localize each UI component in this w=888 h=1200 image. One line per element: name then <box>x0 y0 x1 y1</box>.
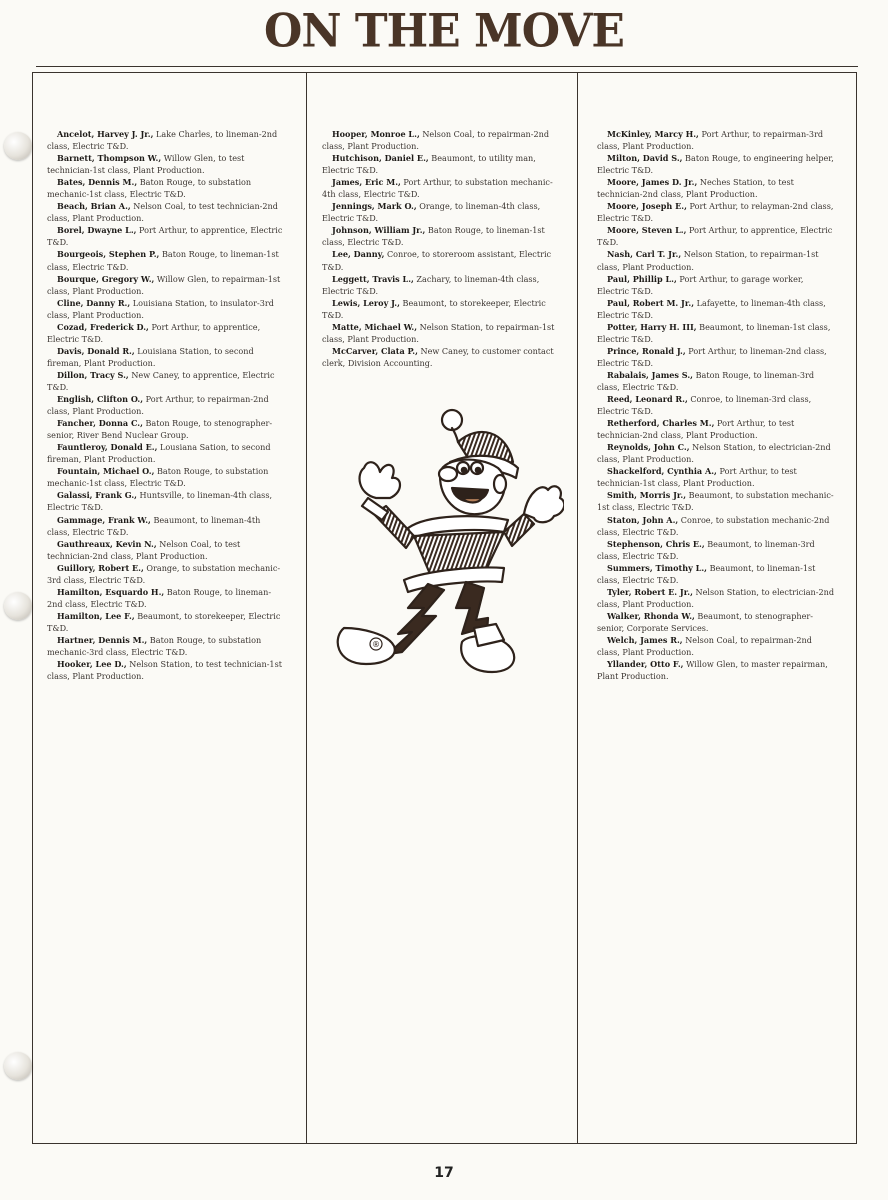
personnel-entry <box>597 538 835 562</box>
move-details: Beaumont, to utility man, Electric T&D. <box>322 153 536 176</box>
binder-hole-middle <box>4 592 32 620</box>
employee-name: Hartner, Dennis M., <box>57 634 148 645</box>
employee-name: Bourgeois, Stephen P., <box>57 249 160 260</box>
personnel-entry <box>597 586 835 610</box>
move-details: Port Arthur, to repairman-2nd class, Plant Production. <box>47 394 269 417</box>
employee-name: Tyler, Robert E. Jr., <box>607 586 693 597</box>
move-details: Baton Rouge, to lineman-1st class, Electric T&D. <box>322 225 545 248</box>
personnel-entry <box>47 538 285 562</box>
personnel-entry <box>322 321 560 345</box>
employee-name: Retherford, Charles M., <box>607 418 715 429</box>
employee-name: Galassi, Frank G., <box>57 490 137 501</box>
employee-name: Lewis, Leroy J., <box>332 297 400 308</box>
personnel-entry <box>47 658 285 682</box>
employee-name: Welch, James R., <box>607 634 683 645</box>
personnel-entry <box>597 200 835 224</box>
employee-name: Paul, Phillip L., <box>607 273 677 284</box>
personnel-entry <box>322 224 560 248</box>
move-details: Conroe, to substation mechanic-2nd class, Electric T&D. <box>597 514 830 537</box>
move-details: Port Arthur, to lineman-2nd class, Electric T&D. <box>597 345 827 368</box>
personnel-entry <box>597 273 835 297</box>
move-details: Baton Rouge, to engineering helper, Electric T&D. <box>597 153 834 176</box>
personnel-entry <box>597 514 835 538</box>
employee-name: Fauntleroy, Donald E., <box>57 442 158 453</box>
column-left <box>47 128 285 682</box>
employee-name: Bates, Dennis M., <box>57 177 138 188</box>
move-details: Conroe, to storeroom assistant, Electric T&D. <box>322 249 552 272</box>
personnel-entry <box>47 562 285 586</box>
move-details: Baton Rouge, to lineman-3rd class, Electric T&D. <box>597 369 815 392</box>
personnel-entry <box>597 224 835 248</box>
personnel-entry <box>597 176 835 200</box>
personnel-entry <box>322 176 560 200</box>
move-details: Willow Glen, to repairman-1st class, Plant Production. <box>47 273 281 296</box>
move-details: Nelson Coal, to test technician-2nd class, Plant Production. <box>47 201 278 224</box>
employee-name: Moore, Steven L., <box>607 225 687 236</box>
column-middle <box>322 128 560 369</box>
move-details: Baton Rouge, to lineman-2nd class, Electric T&D. <box>47 586 272 609</box>
move-details: Neches Station, to test technician-2nd class, Plant Production. <box>597 177 794 200</box>
employee-name: Jennings, Mark O., <box>332 201 417 212</box>
personnel-entry <box>597 369 835 393</box>
move-details: Baton Rouge, to lineman-1st class, Electric T&D. <box>47 249 279 272</box>
move-details: Beaumont, to lineman-1st class, Electric T&D. <box>597 562 816 585</box>
employee-name: Beach, Brian A., <box>57 201 131 212</box>
personnel-entry <box>597 562 835 586</box>
move-details: Willow Glen, to test technician-1st class, Plant Production. <box>47 153 245 176</box>
personnel-entry <box>47 176 285 200</box>
personnel-entry <box>322 128 560 152</box>
employee-name: Lee, Danny, <box>332 249 385 260</box>
personnel-entry <box>597 465 835 489</box>
move-details: Orange, to lineman-4th class, Electric T&D. <box>322 201 541 224</box>
reddy-kilowatt-santa-icon <box>328 402 564 682</box>
employee-name: Rabalais, James S., <box>607 369 693 380</box>
employee-name: McKinley, Marcy H., <box>607 129 699 139</box>
employee-name: Matte, Michael W., <box>332 321 418 332</box>
move-details: Port Arthur, to substation mechanic-4th class, Electric T&D. <box>322 177 553 200</box>
move-details: New Caney, to apprentice, Electric T&D. <box>47 369 275 392</box>
move-details: Willow Glen, to master repairman, Plant Production. <box>597 659 828 682</box>
move-details: Port Arthur, to apprentice, Electric T&D. <box>47 321 261 344</box>
personnel-entry <box>322 345 560 369</box>
registered-mark: ® <box>372 640 380 649</box>
personnel-entry <box>322 152 560 176</box>
employee-name: Shackelford, Cynthia A., <box>607 466 717 477</box>
column-right <box>597 128 835 682</box>
employee-name: English, Clifton O., <box>57 394 144 405</box>
personnel-entry <box>47 489 285 513</box>
personnel-entry <box>597 248 835 272</box>
employee-name: Nash, Carl T. Jr., <box>607 249 682 260</box>
personnel-entry <box>322 248 560 272</box>
employee-name: Fountain, Michael O., <box>57 466 155 477</box>
move-details: Louisiana Station, to insulator-3rd class, Plant Production. <box>47 297 274 320</box>
employee-name: Leggett, Travis L., <box>332 273 414 284</box>
employee-name: Stephenson, Chris E., <box>607 538 705 549</box>
column-divider-right <box>577 72 578 1144</box>
employee-name: Summers, Timothy L., <box>607 562 707 573</box>
move-details: Lousiana Sation, to second fireman, Plant Production. <box>47 442 271 465</box>
employee-name: Hooper, Monroe L., <box>332 129 420 139</box>
move-details: Nelson Station, to repairman-1st class, Plant Production. <box>597 249 819 272</box>
employee-name: Hamilton, Esquardo H., <box>57 586 165 597</box>
personnel-entry <box>597 152 835 176</box>
personnel-entry <box>47 224 285 248</box>
personnel-entry <box>47 441 285 465</box>
employee-name: James, Eric M., <box>332 177 401 188</box>
employee-name: Borel, Dwayne L., <box>57 225 137 236</box>
employee-name: Dillon, Tracy S., <box>57 369 129 380</box>
personnel-entry <box>597 128 835 152</box>
move-details: Port Arthur, to test technician-1st class, Plant Production. <box>597 466 797 489</box>
move-details: Baton Rouge, to stenographer-senior, River Bend Nuclear Group. <box>47 418 273 441</box>
employee-name: Yllander, Otto F., <box>607 659 684 670</box>
move-details: Port Arthur, to garage worker, Electric T&D. <box>597 273 804 296</box>
move-details: Beaumont, to storekeeper, Electric T&D. <box>47 610 281 633</box>
personnel-entry <box>597 393 835 417</box>
personnel-entry <box>597 658 835 682</box>
personnel-entry <box>322 273 560 297</box>
move-details: Conroe, to lineman-3rd class, Electric T&D. <box>597 394 812 417</box>
move-details: Nelson Station, to test technician-1st class, Plant Production. <box>47 659 282 682</box>
binder-hole-top <box>4 132 32 160</box>
employee-name: Fancher, Donna C., <box>57 418 143 429</box>
personnel-entry <box>47 321 285 345</box>
move-details: Beaumont, to lineman-3rd class, Electric T&D. <box>597 538 815 561</box>
personnel-entry <box>47 248 285 272</box>
employee-name: Johnson, William Jr., <box>332 225 426 236</box>
employee-name: Cline, Danny R., <box>57 297 131 308</box>
employee-name: Barnett, Thompson W., <box>57 153 162 164</box>
title-rule <box>36 66 858 67</box>
move-details: Beaumont, to lineman-1st class, Electric T&D. <box>597 321 831 344</box>
personnel-entry <box>322 297 560 321</box>
personnel-entry <box>597 634 835 658</box>
personnel-entry <box>47 393 285 417</box>
move-details: New Caney, to customer contact clerk, Division Accounting. <box>322 345 554 368</box>
move-details: Beaumont, to storekeeper, Electric T&D. <box>322 297 546 320</box>
move-details: Nelson Station, to electrician-2nd class, Plant Production. <box>597 442 831 465</box>
employee-name: Potter, Harry H. III, <box>607 321 697 332</box>
move-details: Port Arthur, to apprentice, Electric T&D. <box>597 225 833 248</box>
employee-name: Milton, David S., <box>607 153 683 164</box>
personnel-entry <box>47 297 285 321</box>
move-details: Port Arthur, to apprentice, Electric T&D. <box>47 225 283 248</box>
employee-name: Smith, Morris Jr., <box>607 490 687 501</box>
personnel-entry <box>597 321 835 345</box>
page-title: ON THE MOVE <box>264 4 624 59</box>
personnel-entry <box>47 634 285 658</box>
employee-name: Walker, Rhonda W., <box>607 610 695 621</box>
employee-name: Reed, Leonard R., <box>607 394 688 405</box>
move-details: Beaumont, to lineman-4th class, Electric T&D. <box>47 514 261 537</box>
move-details: Beaumont, to stenographer-senior, Corporate Services. <box>597 610 814 633</box>
personnel-entry <box>47 345 285 369</box>
employee-name: Gauthreaux, Kevin N., <box>57 538 157 549</box>
employee-name: Prince, Ronald J., <box>607 345 686 356</box>
move-details: Nelson Station, to electrician-2nd class, Plant Production. <box>597 586 835 609</box>
move-details: Port Arthur, to relayman-2nd class, Electric T&D. <box>597 201 834 224</box>
employee-name: Reynolds, John C., <box>607 442 690 453</box>
move-details: Nelson Coal, to test technician-2nd class, Plant Production. <box>47 538 241 561</box>
employee-name: Moore, Joseph E., <box>607 201 687 212</box>
employee-name: Hooker, Lee D., <box>57 659 127 670</box>
binder-hole-bottom <box>4 1052 32 1080</box>
personnel-entry <box>47 417 285 441</box>
move-details: Port Arthur, to test technician-2nd class, Plant Production. <box>597 418 795 441</box>
personnel-entry <box>597 489 835 513</box>
employee-name: Hamilton, Lee F., <box>57 610 135 621</box>
move-details: Zachary, to lineman-4th class, Electric T&D. <box>322 273 540 296</box>
employee-name: Davis, Donald R., <box>57 345 135 356</box>
personnel-entry <box>47 200 285 224</box>
personnel-entry <box>47 586 285 610</box>
employee-name: Bourque, Gregory W., <box>57 273 155 284</box>
move-details: Orange, to substation mechanic-3rd class, Electric T&D. <box>47 562 281 585</box>
move-details: Huntsville, to lineman-4th class, Electric T&D. <box>47 490 273 513</box>
personnel-entry <box>47 152 285 176</box>
move-details: Baton Rouge, to substation mechanic-3rd class, Electric T&D. <box>47 634 262 658</box>
employee-name: Guillory, Robert E., <box>57 562 144 573</box>
employee-name: Ancelot, Harvey J. Jr., <box>57 129 154 139</box>
column-divider-left <box>306 72 307 1144</box>
move-details: Nelson Coal, to repairman-2nd class, Plant Production. <box>597 634 812 658</box>
move-details: Lake Charles, to lineman-2nd class, Electric T&D. <box>47 129 278 152</box>
employee-name: Paul, Robert M. Jr., <box>607 297 695 308</box>
personnel-entry <box>597 610 835 634</box>
move-details: Beaumont, to substation mechanic-1st class, Electric T&D. <box>597 490 834 513</box>
personnel-entry <box>597 441 835 465</box>
employee-name: Gammage, Frank W., <box>57 514 151 525</box>
page-number: 17 <box>434 1165 454 1181</box>
personnel-entry <box>47 273 285 297</box>
personnel-entry <box>47 514 285 538</box>
employee-name: McCarver, Clata P., <box>332 345 418 356</box>
employee-name: Staton, John A., <box>607 514 679 525</box>
personnel-entry <box>597 417 835 441</box>
move-details: Port Arthur, to repairman-3rd class, Plant Production. <box>597 129 824 152</box>
move-details: Baton Rouge, to substation mechanic-1st class, Electric T&D. <box>47 177 252 200</box>
personnel-entry <box>47 610 285 634</box>
personnel-entry <box>597 345 835 369</box>
move-details: Lafayette, to lineman-4th class, Electric T&D. <box>597 297 826 320</box>
personnel-entry <box>47 128 285 152</box>
employee-name: Cozad, Frederick D., <box>57 321 149 332</box>
employee-name: Moore, James D. Jr., <box>607 177 698 188</box>
employee-name: Hutchison, Daniel E., <box>332 153 429 164</box>
personnel-entry <box>47 369 285 393</box>
move-details: Nelson Coal, to repairman-2nd class, Plant Production. <box>322 129 550 152</box>
move-details: Baton Rouge, to substation mechanic-1st class, Electric T&D. <box>47 466 269 489</box>
personnel-entry <box>322 200 560 224</box>
move-details: Louisiana Station, to second fireman, Plant Production. <box>47 345 254 368</box>
move-details: Nelson Station, to repairman-1st class, Plant Production. <box>322 321 555 344</box>
personnel-entry <box>597 297 835 321</box>
personnel-entry <box>47 465 285 489</box>
